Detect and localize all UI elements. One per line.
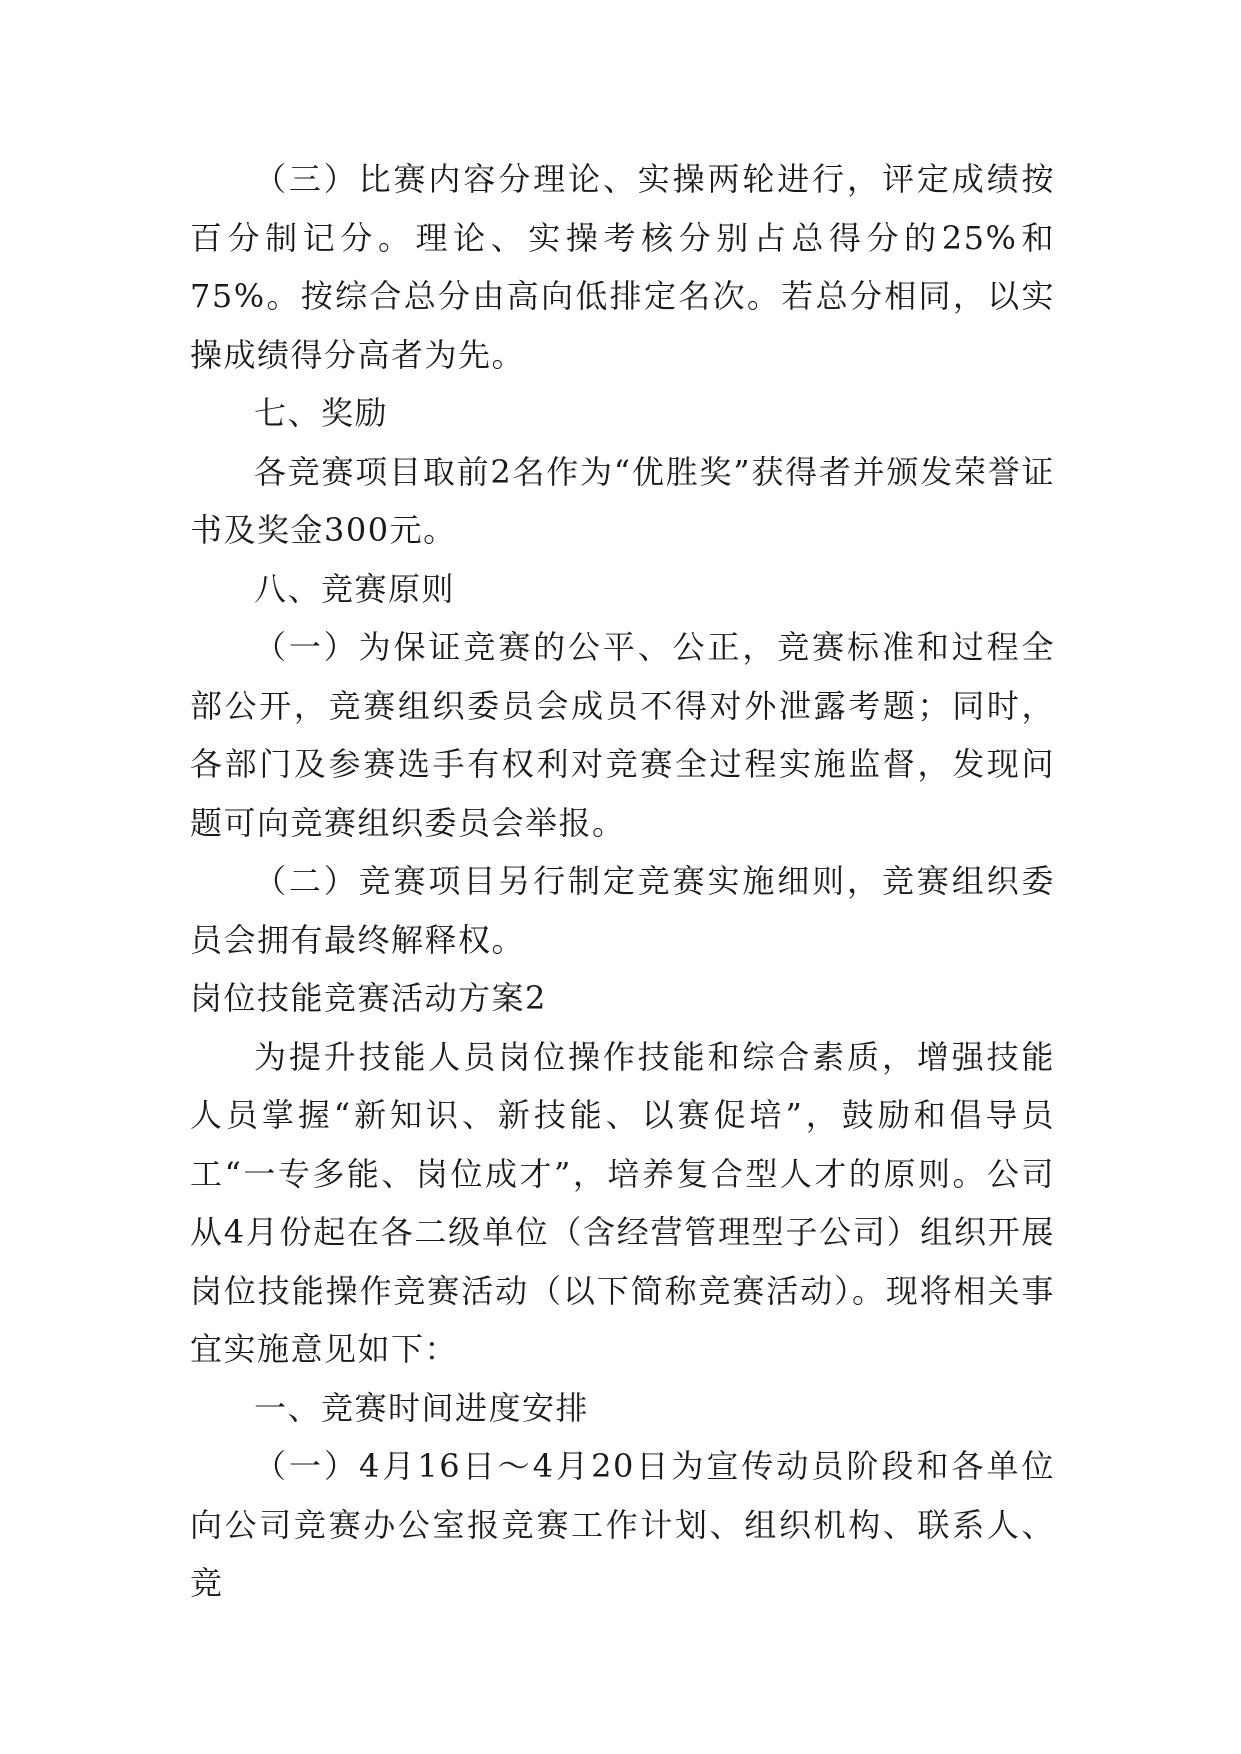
paragraph-rewards: 各竞赛项目取前2名作为“优胜奖”获得者并颁发荣誉证书及奖金300元。 xyxy=(190,452,1055,549)
paragraph-plan-intro: 为提升技能人员岗位操作技能和综合素质，增强技能人员掌握“新知识、新技能、以赛促培”，鼓励和倡导员工“一专多能、岗位成才”，培养复合型人才的原则。公司从4月份起在各二级单位（含经营管理型子公司）组织开展岗位技能操作竞赛活动（以下简称竞赛活动）。现将相关事宜实施意见如下： xyxy=(190,1037,1055,1368)
paragraph-principle-two: （二）竞赛项目另行制定竞赛实施细则，竞赛组织委员会拥有最终解释权。 xyxy=(190,862,1055,959)
paragraph-schedule-one: （一）4月16日～4月20日为宣传动员阶段和各单位向公司竞赛办公室报竞赛工作计划、组织机构、联系人、竞 xyxy=(190,1447,1055,1602)
paragraph-competition-content: （三）比赛内容分理论、实操两轮进行，评定成绩按百分制记分。理论、实操考核分别占总得分的25%和75%。按综合总分由高向低排定名次。若总分相同，以实操成绩得分高者为先。 xyxy=(190,160,1055,374)
heading-schedule: 一、竞赛时间进度安排 xyxy=(254,1388,590,1427)
heading-rewards: 七、奖励 xyxy=(254,394,389,432)
paragraph-principle-one: （一）为保证竞赛的公平、公正，竞赛标准和过程全部公开，竞赛组织委员会成员不得对外泄露考题；同时，各部门及参赛选手有权利对竞赛全过程实施监督，发现问题可向竞赛组织委员会举报。 xyxy=(190,628,1055,842)
section-title-plan-2: 岗位技能竞赛活动方案2 xyxy=(190,979,547,1017)
document-body xyxy=(190,150,1055,1613)
heading-competition-principles: 八、竞赛原则 xyxy=(254,569,456,608)
